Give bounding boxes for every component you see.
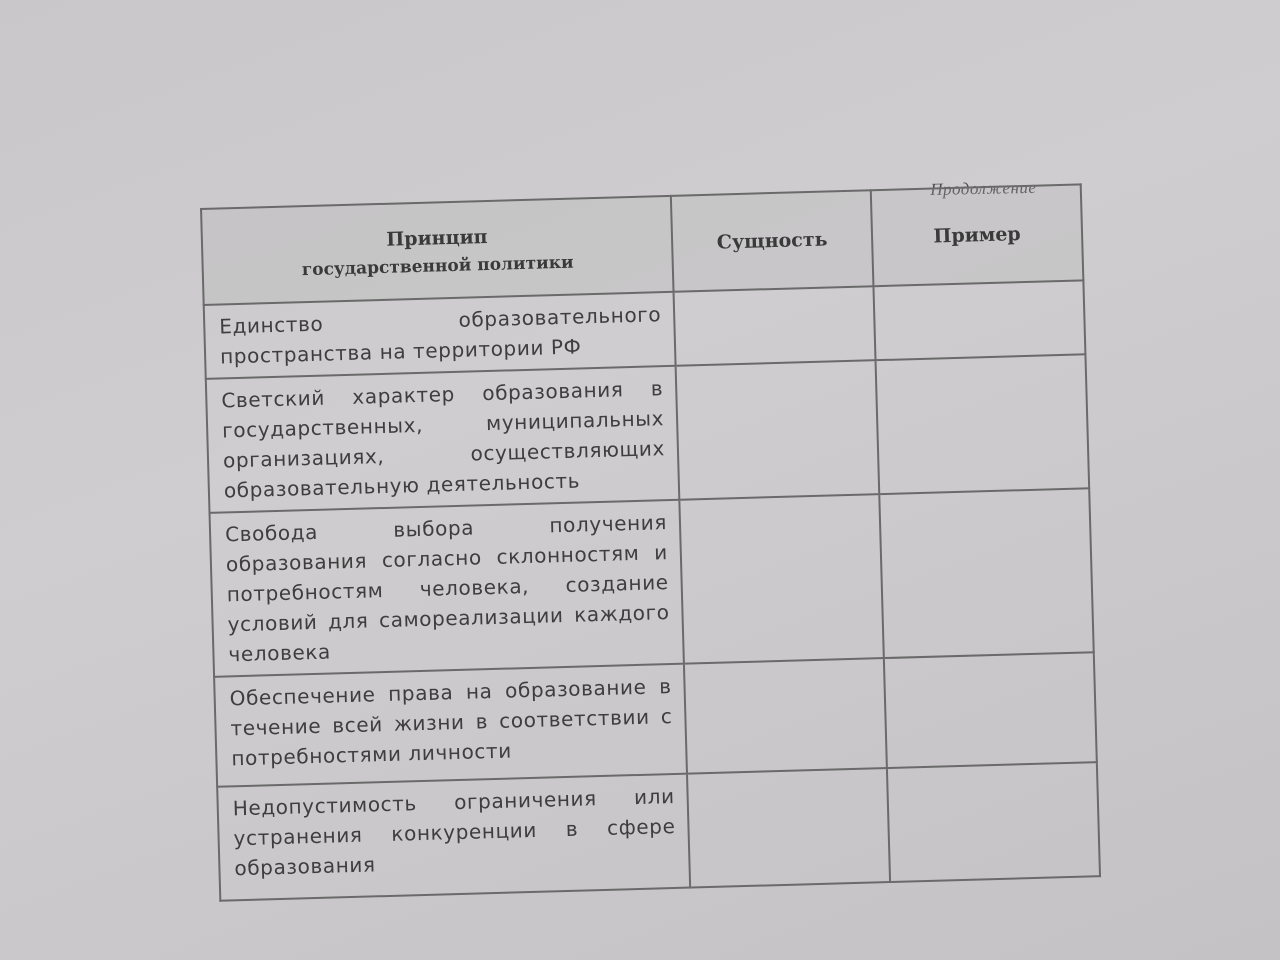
principle-cell: Обеспечение права на образование в течение всей жизни в соответствии с потребностями личности	[214, 664, 687, 787]
example-cell[interactable]	[887, 762, 1100, 882]
example-cell[interactable]	[873, 280, 1085, 360]
header-essence: Сущность	[671, 190, 874, 292]
essence-cell[interactable]	[687, 768, 890, 888]
principle-cell: Недопустимость ограничения или устранения конкуренции в сфере образования	[217, 774, 690, 901]
essence-cell[interactable]	[676, 360, 880, 500]
principles-table-container	[200, 183, 1099, 901]
principle-cell: Светский характер образования в государственных, муниципальных организациях, осуществляющих образовательную деятельность	[206, 366, 680, 513]
example-cell[interactable]	[876, 354, 1090, 494]
essence-cell[interactable]	[684, 658, 887, 774]
example-cell[interactable]	[884, 652, 1097, 768]
principle-cell: Единство образовательного пространства на территории РФ	[204, 292, 676, 379]
header-principle	[201, 196, 673, 305]
principles-table	[200, 183, 1101, 901]
header-principle-line2: государственной политики	[301, 252, 574, 281]
essence-cell[interactable]	[674, 286, 876, 366]
header-example: Пример	[871, 184, 1084, 286]
continuation-label: Продолжение	[930, 177, 1037, 199]
table-row	[206, 354, 1089, 513]
essence-cell[interactable]	[679, 494, 884, 664]
example-cell[interactable]	[879, 488, 1093, 658]
table-row	[217, 762, 1100, 901]
principle-cell: Свобода выбора получения образования согласно склонностям и потребностям человека, создание условий для самореализации каждого человека	[210, 500, 684, 677]
header-principle-line1: Принцип	[386, 225, 488, 251]
table-row	[210, 488, 1094, 677]
